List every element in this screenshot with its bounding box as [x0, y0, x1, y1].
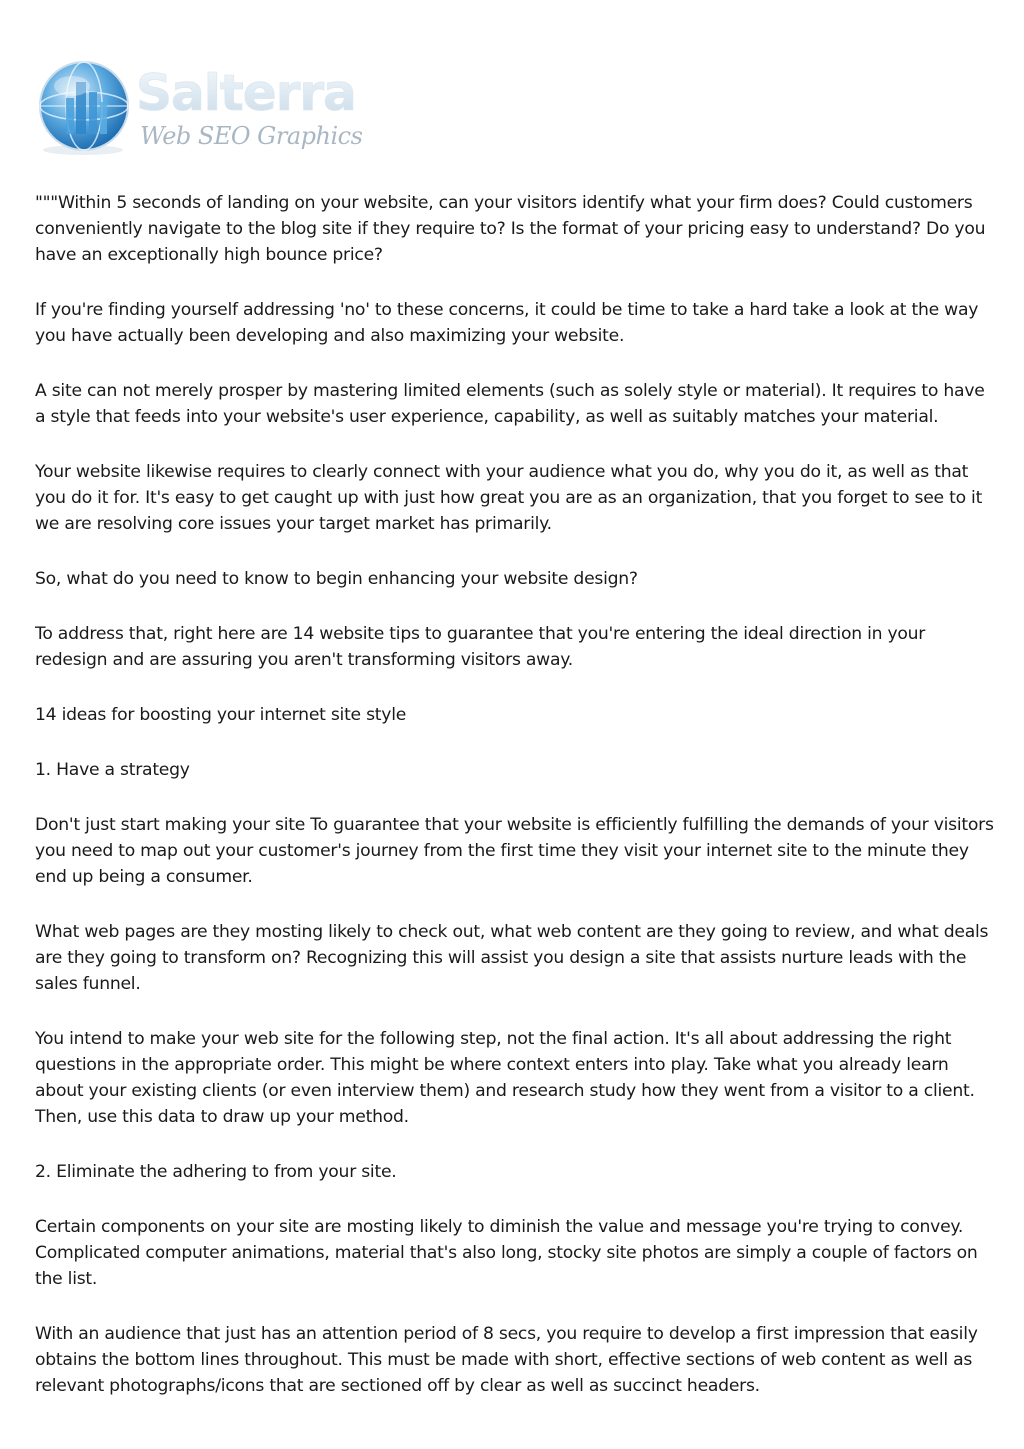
paragraph: If you're finding yourself addressing 'no' to these concerns, it could be time to take a hard take a look at the way you have actually been developing and also maximizing your website.	[35, 300, 979, 346]
section-heading: 1. Have a strategy	[35, 760, 190, 780]
section-heading: 14 ideas for boosting your internet site style	[35, 705, 407, 725]
paragraph: Certain components on your site are mosting likely to diminish the value and message you're trying to convey. Complicated computer animations, material that's also long, stocky site photos are simply a couple of factors on the list.	[35, 1217, 978, 1289]
globe-icon	[40, 62, 128, 155]
logo-tagline: Web SEO Graphics	[140, 122, 363, 150]
salterra-logo	[36, 58, 366, 158]
logo-wordmark: Salterra	[136, 64, 356, 122]
paragraph: Your website likewise requires to clearly connect with your audience what you do, why you do it, as well as that you do it for. It's easy to get caught up with just how great you are as an organization, that you forget to see to it we are resolving core issues your target market has primarily.	[35, 462, 983, 534]
paragraph: A site can not merely prosper by mastering limited elements (such as solely style or material). It requires to have a style that feeds into your website's user experience, capability, as well as suitably matches your material.	[35, 381, 985, 427]
paragraph: Don't just start making your site To guarantee that your website is efficiently fulfilling the demands of your visitors you need to map out your customer's journey from the first time they visit your internet site to the minute they end up being a consumer.	[35, 815, 994, 887]
section-heading: 2. Eliminate the adhering to from your site.	[35, 1162, 397, 1182]
paragraph: What web pages are they mosting likely to check out, what web content are they going to review, and what deals are they going to transform on? Recognizing this will assist you design a site that assists nurture leads with the sales funnel.	[35, 922, 989, 994]
paragraph: So, what do you need to know to begin enhancing your website design?	[35, 569, 638, 589]
paragraph: With an audience that just has an attention period of 8 secs, you require to develop a first impression that easily obtains the bottom lines throughout. This must be made with short, effective sections of web content as well as relevant photographs/icons that are sectioned off by clear as well as succinct headers.	[35, 1324, 978, 1396]
paragraph: """Within 5 seconds of landing on your website, can your visitors identify what your firm does? Could customers conveniently navigate to the blog site if they require to? Is the format of your pricing easy to understand? Do you have an exceptionally high bounce price?	[35, 193, 986, 265]
paragraph: You intend to make your web site for the following step, not the final action. It's all about addressing the right questions in the appropriate order. This might be where context enters into play. Take what you already learn about your existing clients (or even interview them) and research study how they went from a visitor to a client. Then, use this data to draw up your method.	[35, 1029, 975, 1127]
paragraph: To address that, right here are 14 website tips to guarantee that you're entering the ideal direction in your redesign and are assuring you aren't transforming visitors away.	[35, 624, 926, 670]
article-body	[35, 190, 995, 1428]
